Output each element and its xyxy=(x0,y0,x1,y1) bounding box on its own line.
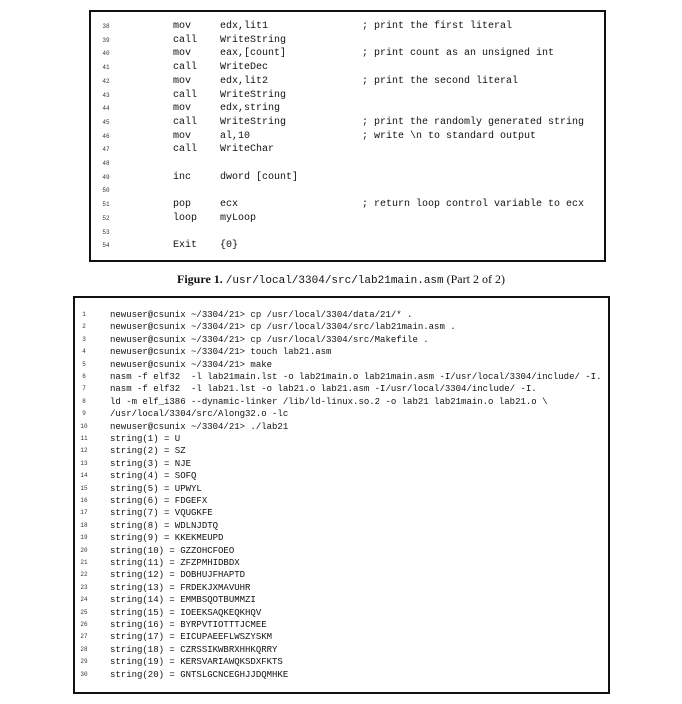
line-number: 14 xyxy=(80,472,88,480)
code-line xyxy=(91,76,604,88)
terminal-line xyxy=(75,359,608,371)
opcode: mov xyxy=(173,48,192,60)
line-number: 50 xyxy=(102,187,110,195)
terminal-text: newuser@csunix ~/3304/21> cp /usr/local/3304/src/Makefile . xyxy=(110,334,429,345)
line-number: 26 xyxy=(80,621,88,628)
operands: WriteString xyxy=(220,116,287,128)
terminal-line xyxy=(75,321,608,333)
line-number: 46 xyxy=(102,132,110,140)
line-number: 16 xyxy=(80,497,88,504)
terminal-text: string(5) = UPWYL xyxy=(110,483,202,494)
terminal-line xyxy=(75,644,608,656)
code-line xyxy=(91,213,604,225)
comment: ; print the randomly generated string xyxy=(362,116,585,128)
terminal-text: string(3) = NJE xyxy=(110,458,192,469)
line-number: 51 xyxy=(102,201,110,209)
line-number: 24 xyxy=(80,596,88,604)
figure-path: /usr/local/3304/src/lab21main.asm xyxy=(225,275,444,287)
code-line xyxy=(91,172,604,184)
line-number: 23 xyxy=(80,583,88,591)
terminal-line xyxy=(75,545,608,557)
line-number: 39 xyxy=(102,36,110,44)
comment: ; print the first literal xyxy=(362,21,513,32)
code-line xyxy=(91,144,604,156)
opcode: mov xyxy=(173,21,192,32)
line-number: 5 xyxy=(82,360,86,368)
operands: WriteString xyxy=(220,89,287,101)
comment: ; print count as an unsigned int xyxy=(362,48,555,60)
line-number: 1 xyxy=(82,311,86,318)
terminal-text: nasm -f elf32 -l lab21main.lst -o lab21main.o lab21main.asm -I/usr/local/3304/include/ -I. xyxy=(110,372,602,382)
terminal-text: string(19) = KERSVARIAWQKSDXFKTS xyxy=(110,657,283,668)
terminal-line xyxy=(75,656,608,668)
terminal-line xyxy=(75,607,608,619)
terminal-text: string(12) = DOBHUJFHAPTD xyxy=(110,570,246,581)
opcode: pop xyxy=(173,199,192,211)
line-number: 6 xyxy=(82,373,86,380)
terminal-line xyxy=(75,421,608,433)
terminal-text: string(4) = SOFQ xyxy=(110,471,197,482)
code-line xyxy=(91,240,604,252)
terminal-session-listing xyxy=(73,296,610,694)
terminal-text: string(6) = FDGEFX xyxy=(110,496,208,506)
terminal-line xyxy=(75,334,608,346)
opcode: call xyxy=(173,89,198,101)
terminal-line xyxy=(75,408,608,420)
opcode: mov xyxy=(173,75,192,87)
operands: ecx xyxy=(220,199,239,211)
comment: ; write \n to standard output xyxy=(362,130,537,142)
code-line xyxy=(91,62,604,74)
line-number: 28 xyxy=(80,645,88,653)
terminal-text: string(18) = CZRSSIKWBRXHHKQRRY xyxy=(110,644,278,655)
terminal-text: string(8) = WDLNJDTQ xyxy=(110,520,219,531)
figure-suffix: (Part 2 of 2) xyxy=(446,272,505,286)
code-line xyxy=(91,90,604,102)
terminal-text: newuser@csunix ~/3304/21> ./lab21 xyxy=(110,421,289,432)
operands: edx,string xyxy=(220,103,281,115)
line-number: 17 xyxy=(80,509,88,517)
terminal-text: string(13) = FRDEKJXMAVUHR xyxy=(110,582,251,593)
code-line xyxy=(91,117,604,129)
line-number: 8 xyxy=(82,397,86,405)
operands: WriteDec xyxy=(220,62,269,74)
line-number: 29 xyxy=(80,658,88,666)
line-number: 53 xyxy=(102,228,110,236)
line-number: 48 xyxy=(102,160,110,167)
line-number: 47 xyxy=(102,146,110,154)
code-line xyxy=(91,48,604,60)
opcode: call xyxy=(173,34,198,46)
terminal-line xyxy=(75,346,608,358)
terminal-text: newuser@csunix ~/3304/21> cp /usr/local/3304/src/lab21main.asm . xyxy=(110,322,456,333)
line-number: 43 xyxy=(102,91,110,99)
terminal-line xyxy=(75,470,608,482)
code-line xyxy=(91,35,604,47)
terminal-line xyxy=(75,594,608,606)
terminal-line xyxy=(75,557,608,569)
code-line xyxy=(91,131,604,143)
terminal-line xyxy=(75,383,608,395)
opcode: call xyxy=(173,116,198,128)
line-number: 9 xyxy=(82,410,86,418)
terminal-line xyxy=(75,309,608,321)
terminal-text: string(11) = ZFZPMHIDBDX xyxy=(110,558,240,568)
operands: WriteChar xyxy=(220,144,275,156)
line-number: 12 xyxy=(80,447,88,455)
operands: edx,lit1 xyxy=(220,21,269,32)
opcode: mov xyxy=(173,130,192,142)
line-number: 13 xyxy=(80,459,88,467)
assembly-listing xyxy=(89,10,606,262)
terminal-text: string(7) = VQUGKFE xyxy=(110,508,213,519)
opcode: loop xyxy=(173,212,198,224)
terminal-line xyxy=(75,507,608,519)
terminal-text: string(9) = KKEKMEUPD xyxy=(110,533,224,544)
line-number: 18 xyxy=(80,521,88,529)
line-number: 42 xyxy=(102,77,110,85)
terminal-line xyxy=(75,631,608,643)
line-number: 52 xyxy=(102,214,110,222)
terminal-line xyxy=(75,396,608,408)
terminal-line xyxy=(75,520,608,532)
line-number: 49 xyxy=(102,173,110,181)
terminal-text: ld -m elf_i386 --dynamic-linker /lib/ld-linux.so.2 -o lab21 lab21main.o lab21.o \ xyxy=(110,396,548,407)
opcode: mov xyxy=(173,103,192,115)
line-number: 4 xyxy=(82,348,86,356)
operands: WriteString xyxy=(220,34,287,46)
terminal-text: string(20) = GNTSLGCNCEGHJJDQMHKE xyxy=(110,669,289,680)
line-number: 44 xyxy=(102,105,110,113)
code-line xyxy=(91,199,604,211)
code-line xyxy=(91,227,604,239)
line-number: 45 xyxy=(102,118,110,126)
operands: eax,[count] xyxy=(220,48,287,60)
code-line xyxy=(91,158,604,170)
terminal-text: newuser@csunix ~/3304/21> touch lab21.asm xyxy=(110,347,332,358)
figure-caption xyxy=(0,272,682,287)
line-number: 20 xyxy=(80,546,88,554)
line-number: 30 xyxy=(80,670,88,678)
operands: dword [count] xyxy=(220,171,299,183)
opcode: inc xyxy=(173,171,192,183)
terminal-text: newuser@csunix ~/3304/21> cp /usr/local/3304/data/21/* . xyxy=(110,310,413,320)
line-number: 19 xyxy=(80,534,88,542)
opcode: Exit xyxy=(173,240,198,252)
terminal-text: string(10) = GZZOHCFOEO xyxy=(110,545,235,556)
terminal-line xyxy=(75,483,608,495)
terminal-line xyxy=(75,569,608,581)
code-line xyxy=(91,103,604,115)
comment: ; print the second literal xyxy=(362,75,519,87)
line-number: 25 xyxy=(80,608,88,616)
line-number: 38 xyxy=(102,23,110,30)
line-number: 3 xyxy=(82,335,86,343)
terminal-line xyxy=(75,371,608,383)
operands: {0} xyxy=(220,240,239,252)
line-number: 22 xyxy=(80,571,88,579)
terminal-text: string(14) = EMMBSQOTBUMMZI xyxy=(110,595,256,606)
line-number: 41 xyxy=(102,64,110,72)
line-number: 21 xyxy=(80,559,88,566)
line-number: 2 xyxy=(82,323,86,331)
terminal-line xyxy=(75,532,608,544)
line-number: 11 xyxy=(80,435,88,442)
code-line xyxy=(91,185,604,197)
opcode: call xyxy=(173,62,198,74)
line-number: 27 xyxy=(80,633,88,641)
terminal-text: nasm -f elf32 -l lab21.lst -o lab21.o lab21.asm -I/usr/local/3304/include/ -I. xyxy=(110,384,537,395)
line-number: 15 xyxy=(80,484,88,492)
terminal-line xyxy=(75,582,608,594)
terminal-text: string(15) = IOEEKSAQKEQKHQV xyxy=(110,607,262,618)
terminal-line xyxy=(75,669,608,681)
line-number: 7 xyxy=(82,385,86,393)
terminal-line xyxy=(75,495,608,507)
operands: al,10 xyxy=(220,130,251,142)
terminal-text: newuser@csunix ~/3304/21> make xyxy=(110,359,273,370)
terminal-line xyxy=(75,458,608,470)
line-number: 40 xyxy=(102,50,110,58)
code-line xyxy=(91,21,604,33)
terminal-line xyxy=(75,619,608,631)
operands: myLoop xyxy=(220,212,257,224)
terminal-text: string(1) = U xyxy=(110,434,181,444)
figure-label: Figure 1. xyxy=(177,272,223,286)
terminal-text: string(17) = EICUPAEEFLWSZYSKM xyxy=(110,632,273,643)
line-number: 10 xyxy=(80,422,88,430)
opcode: call xyxy=(173,144,198,156)
terminal-text: string(2) = SZ xyxy=(110,446,186,457)
terminal-text: string(16) = BYRPVTIOTTTJCMEE xyxy=(110,620,267,630)
terminal-line xyxy=(75,433,608,445)
operands: edx,lit2 xyxy=(220,75,269,87)
line-number: 54 xyxy=(102,242,110,250)
terminal-line xyxy=(75,445,608,457)
terminal-text: /usr/local/3304/src/Along32.o -lc xyxy=(110,409,289,420)
comment: ; return loop control variable to ecx xyxy=(362,199,585,211)
